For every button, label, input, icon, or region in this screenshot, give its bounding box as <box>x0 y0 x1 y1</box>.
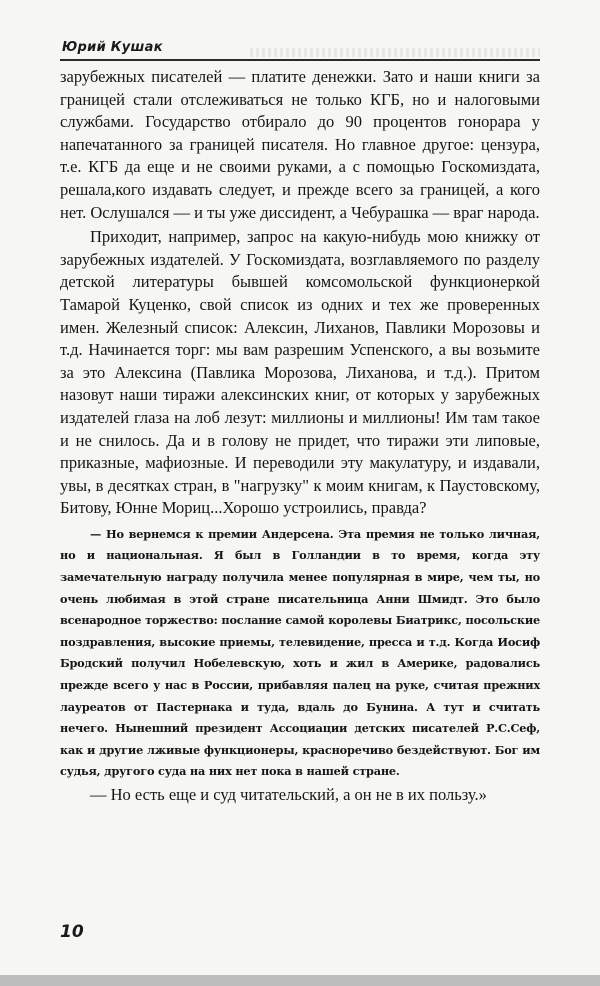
text-block <box>60 66 540 807</box>
bleed-through-decoration <box>250 48 540 57</box>
paragraph-4: — Но есть еще и суд читательский, а он не в их пользу.» <box>90 785 487 804</box>
paragraph-1: зарубежных писателей — платите денежки. Зато и наши книги за границей стали отслеживаться не только КГБ, но и налоговыми службами. Государство отбирало до 90 процентов гонорара у напечатанного за границей писателя. Но главное другое: цензура, т.е. КГБ да еще и не своими руками, а с помощью Госкомиздата, решала,кого издавать следует, и прежде всего за границей, а кого нет. Ослушался — и ты уже диссидент, а Чебурашка — враг народа. <box>60 67 540 222</box>
header-rule <box>60 59 540 61</box>
paragraph-2: Приходит, например, запрос на какую-нибудь мою книжку от зарубежных издателей. У Госкомиздата, возглавляемого по разделу детской литературы бывшей комсомольской функционеркой Тамарой Куценко, свой список из одних и тех же проверенных имен. Железный список: Алексин, Лиханов, Павлики Морозовы и т.д. Начинается торг: мы вам разрешим Успенского, а вы возьмите за это Алексина (Павлика Морозова, Лиханова, и т.д.). Притом назовут наши тиражи алексинских книг, от которых у зарубежных издателей глаза на лоб лезут: миллионы и миллионы! Им там такое и не снилось. Да и в голову не придет, что тиражи эти липовые, приказные, мафиозные. И переводили эту макулатуру, и издавали, увы, в десятках стран, в "нагрузку" к моим книгам, к Паустовскому, Битову, Юнне Мориц...Хорошо устроились, правда? <box>60 227 540 518</box>
paragraph-3-dialogue: — Но вернемся к премии Андерсена. Эта премия не только личная, но и национальная. Я был в Голландии в то время, когда эту замечательную награду получила менее популярная в мире, чем ты, но очень любимая в этой стране писательница Анни Шмидт. Это было всенародное торжество: послание самой королевы Биатрикс, посольские поздравления, высокие приемы, телевидение, пресса и т.д. Когда Иосиф Бродский получил Нобелевскую, хоть и жил в Америке, радовались прежде всего у нас в России, прибавляя палец на руке, считая прежних лауреатов от Пастернака и туда, вдаль до Бунина. А тут и считать нечего. Нынешний президент Ассоциации детских писателей Р.С.Сеф, как и другие лживые функционеры, красноречиво бездействуют. Бог им судья, другого суда на них нет пока в нашей стране. <box>60 526 540 779</box>
page-number: 10 <box>60 922 84 942</box>
scan-bottom-edge <box>0 975 600 986</box>
running-head: Юрий Кушак <box>62 40 163 55</box>
